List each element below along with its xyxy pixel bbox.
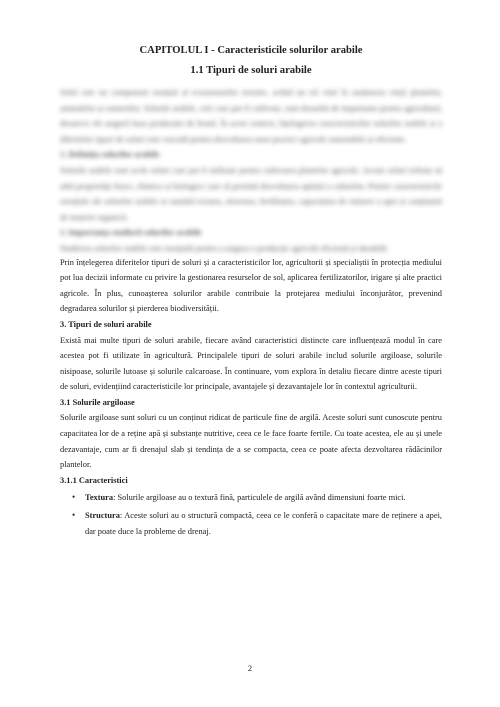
heading-characteristics: 3.1.1 Caracteristici [60, 475, 128, 485]
list-item [60, 508, 442, 539]
characteristics-list [60, 490, 442, 539]
page-number: 2 [247, 664, 253, 673]
bullet-icon: • [72, 492, 76, 503]
soil-types-paragraph: Există mai multe tipuri de soluri arabile, fiecare având caracteristici distincte care influențează modul în care acestea pot fi utilizate în agricultură. Principalele tipuri de soluri arabile includ solurile argiloase, solurile nisipoase, solurile lutoase și solurile calcaroase. În continuare, vom explora în detaliu fiecare dintre aceste tipuri de soluri, evidențiind caracteristicile lor principale, avantajele și dezavantajele lor în contextul agriculturii. [60, 335, 442, 392]
term-texture: Textura [85, 493, 114, 503]
page-content [60, 44, 442, 541]
term-texture-text: : Solurile argiloase au o textură fină, particulele de argilă având dimensiuni foarte mici. [113, 493, 406, 503]
importance-first-line: Studierea solurilor arabile este esențială pentru a asigura o producție agricolă eficientă și durabilă. [60, 243, 389, 253]
heading-importance: 2. Importanța studierii solurilor arabile [60, 228, 202, 238]
list-item [60, 490, 442, 506]
term-structure-text: : Aceste soluri au o structură compactă, ceea ce le conferă o capacitate mare de reținere a apei, dar poate duce la probleme de drenaj. [85, 511, 442, 536]
heading-clay-soils: 3.1 Solurile argiloase [60, 397, 135, 407]
blurred-preview-region [60, 85, 442, 257]
chapter-title: CAPITOLUL I - Caracteristicile solurilor arabile [139, 45, 363, 56]
bullet-icon: • [72, 510, 76, 521]
clay-soils-paragraph: Solurile argiloase sunt soluri cu un conținut ridicat de particule fine de argilă. Aceste soluri sunt cunoscute pentru capacitatea lor de a reține apă și substanțe nutritive, ceea ce le face foarte fertile. Cu toate acestea, ele au și unele dezavantaje, cum ar fi drenajul slab și tendința de a se compacta, ceea ce poate afecta dezvoltarea rădăcinilor plantelor. [60, 413, 442, 470]
heading-soil-types: 3. Tipuri de soluri arabile [60, 319, 152, 329]
section-title: 1.1 Tipuri de soluri arabile [190, 65, 312, 76]
intro-paragraph: Solul este un component esențial al ecosistemelor terestre, având un rol vital în susținerea vieții plantelor, animalelor și oamenilor. Solurile arabile, cele care pot fi cultivate, sunt deosebit de importante pentru agricultură, deoarece ele asigură baza producției de hrană. În acest context, înțelegerea caracteristicilor solurilor arabile și a diferitelor tipuri de soluri este crucială pentru dezvoltarea unor practici agricole sustenabile și eficiente. [60, 88, 442, 144]
importance-paragraph: Prin înțelegerea diferitelor tipuri de soluri și a caracteristicilor lor, agricultorii și specialiștii în protecția mediului pot lua decizii informate cu privire la gestionarea resurselor de sol, aplicarea fertilizatorilor, irigare și alte practici agricole. În plus, cunoașterea solurilor arabile contribuie la protejarea mediului înconjurător, prevenind degradarea solurilor și pierderea biodiversității. [60, 257, 442, 314]
definition-paragraph: Solurile arabile sunt acele soluri care pot fi utilizate pentru cultivarea plantelor agricole. Aceste soluri trebuie să aibă proprietăți fizice, chimice și biologice care să permită dezvoltarea optimă a culturilor. Printre caracteristicile esențiale ale solurilor arabile se numără textura, structura, fertilitatea, capacitatea de reținere a apei și conținutul de materie organică. [60, 165, 442, 222]
term-structure: Structura [85, 511, 120, 521]
heading-definition: 1. Definiția solurilor arabile [60, 150, 160, 160]
